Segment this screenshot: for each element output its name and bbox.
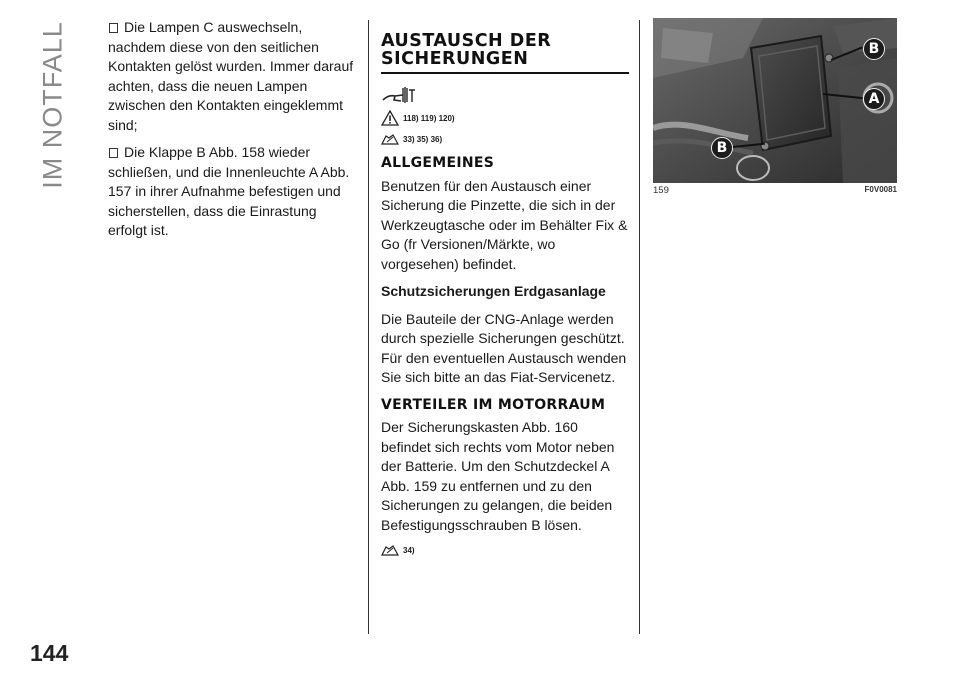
caution-reference: 34): [381, 543, 631, 557]
paragraph: Der Sicherungskasten Abb. 160 befindet sich rechts vom Motor neben der Batterie. Um den Schutzdeckel A Abb. 159 zu entfernen und zu den Sicherungen zu gelangen, die beiden Befestigungsschrauben B lösen.: [381, 419, 615, 533]
caution-hand-icon: [381, 543, 399, 557]
engine-bay-illustration: [653, 18, 897, 183]
figure-code: F0V0081: [864, 185, 897, 194]
callout-a: A: [863, 88, 885, 110]
column-left: [108, 18, 358, 249]
figure-caption: [653, 185, 897, 196]
bold-paragraph: Schutzsicherungen Erdgasanlage: [381, 283, 606, 299]
bullet-box-icon: [109, 148, 118, 158]
warning-triangle-icon: [381, 110, 399, 126]
column-middle: [381, 18, 631, 563]
paragraph: Die Bauteile der CNG-Anlage werden durch spezielle Sicherungen geschützt. Für den eventuellen Austausch wenden Sie sich bitte an das Fiat-Servicenetz.: [381, 310, 627, 385]
caution-hand-icon: [381, 132, 399, 146]
page-number: 144: [30, 640, 69, 666]
subheading-general: ALLGEMEINES: [381, 155, 495, 171]
paragraph: Benutzen für den Austausch einer Sicherung die Pinzette, die sich in der Werkzeugtasche oder im Behälter Fix & Go (fr Versionen/Märkte, wo vorgesehen) befindet.: [381, 177, 628, 272]
side-section-title: IM NOTFALL: [37, 21, 68, 189]
column-right: [653, 18, 897, 196]
figure-number: 159: [653, 185, 669, 196]
bullet-item: Die Klappe B Abb. 158 wieder schließen, und die Innenleuchte A Abb. 157 in ihrer Aufnahme befestigen und sicherstellen, dass die Einrastung erfolgt ist.: [108, 144, 350, 238]
column-divider: [639, 20, 640, 634]
column-divider: [368, 20, 369, 634]
section-heading: AUSTAUSCH DER SICHERUNGEN: [381, 18, 629, 74]
bullet-item: Die Lampen C auswechseln, nachdem diese von den seitlichen Kontakten gelöst wurden. Immer darauf achten, dass die neuen Lampen zwischen den Kontakten eingeklemmt sind;: [108, 19, 354, 133]
bullet-box-icon: [109, 23, 118, 33]
callout-b-top: B: [863, 38, 885, 60]
subheading-engine-compartment: VERTEILER IM MOTORRAUM: [381, 396, 606, 413]
callout-b-bottom: B: [711, 137, 733, 159]
caution-reference: 33) 35) 36): [381, 132, 631, 146]
warning-reference: 118) 119) 120): [381, 110, 631, 126]
engine-fuse-box-photo: [653, 18, 897, 183]
tool-hand-icon: [381, 84, 631, 106]
